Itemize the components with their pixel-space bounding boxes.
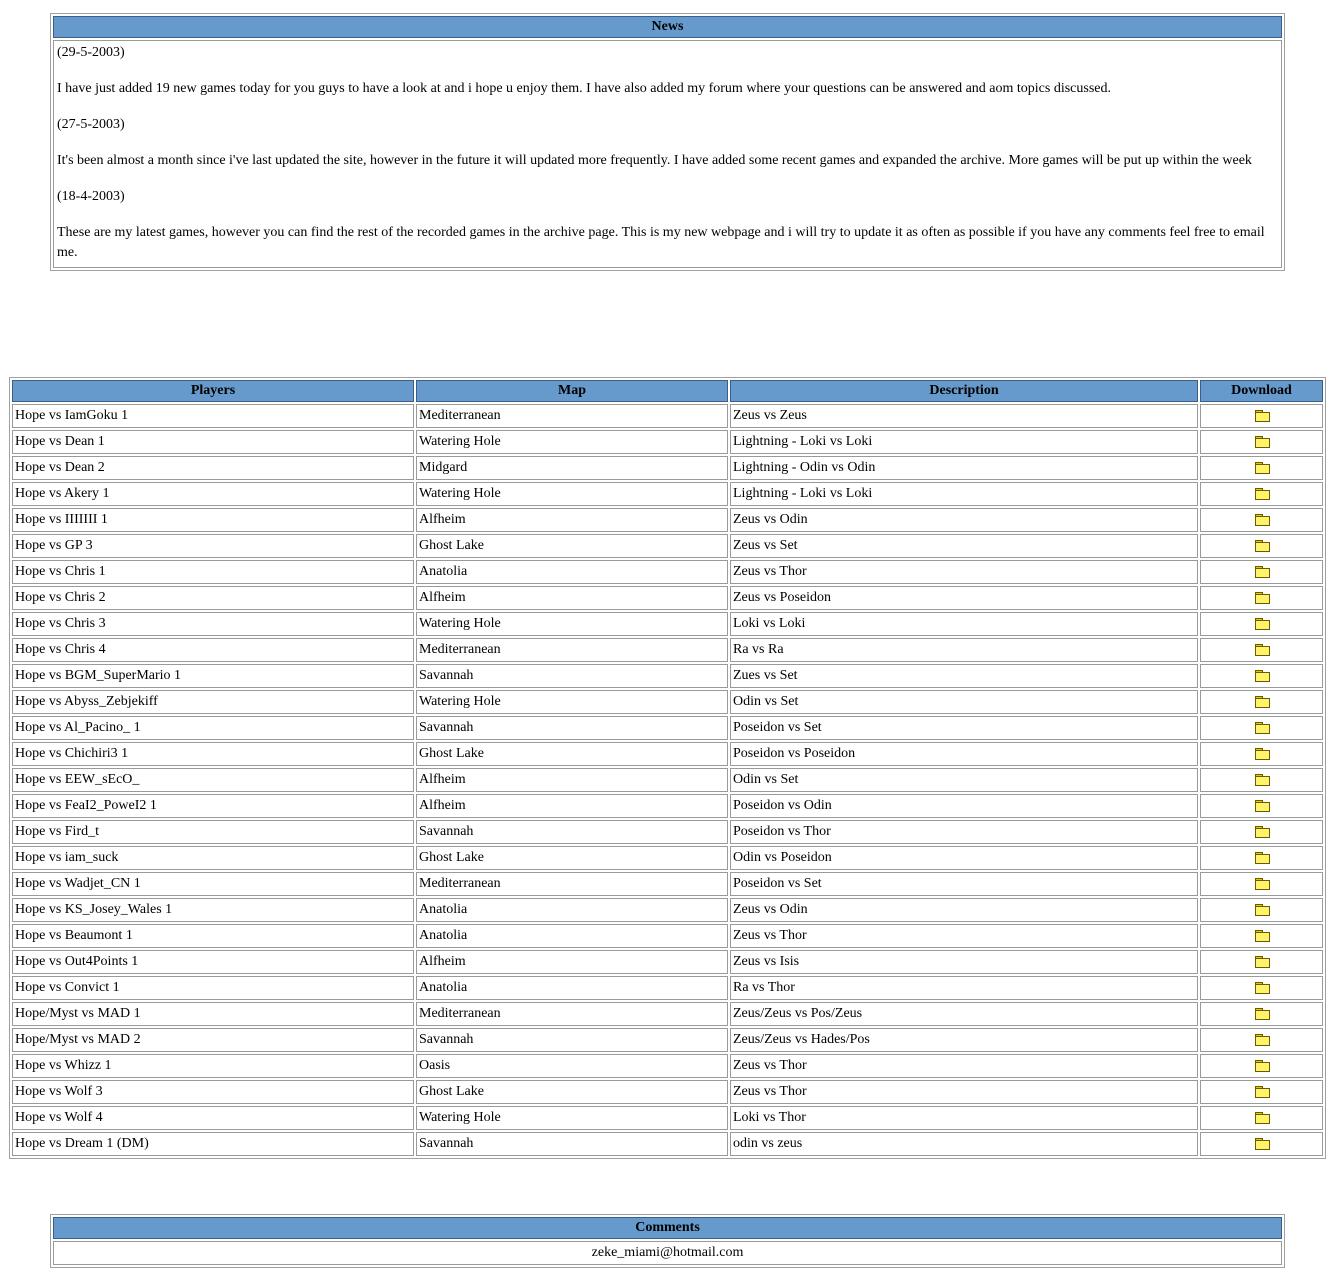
download-cell bbox=[1200, 950, 1323, 974]
map-cell: Oasis bbox=[416, 1054, 728, 1078]
description-cell: Lightning - Loki vs Loki bbox=[730, 482, 1198, 506]
description-cell: Zeus/Zeus vs Pos/Zeus bbox=[730, 1002, 1198, 1026]
description-cell: Odin vs Set bbox=[730, 768, 1198, 792]
table-row bbox=[12, 898, 1323, 922]
players-cell: Hope/Myst vs MAD 2 bbox=[12, 1028, 414, 1052]
map-cell: Ghost Lake bbox=[416, 1080, 728, 1104]
players-cell: Hope vs Chris 1 bbox=[12, 560, 414, 584]
download-cell bbox=[1200, 690, 1323, 714]
news-table bbox=[50, 13, 1285, 271]
table-row bbox=[12, 1028, 1323, 1052]
table-row bbox=[12, 664, 1323, 688]
folder-icon[interactable] bbox=[1255, 1008, 1269, 1019]
description-cell: Zeus vs Odin bbox=[730, 898, 1198, 922]
players-cell: Hope vs Beaumont 1 bbox=[12, 924, 414, 948]
map-cell: Mediterranean bbox=[416, 872, 728, 896]
map-cell: Ghost Lake bbox=[416, 742, 728, 766]
folder-icon[interactable] bbox=[1255, 410, 1269, 421]
players-cell: Hope vs Wadjet_CN 1 bbox=[12, 872, 414, 896]
players-cell: Hope vs IamGoku 1 bbox=[12, 404, 414, 428]
map-cell: Anatolia bbox=[416, 898, 728, 922]
players-cell: Hope vs FeaI2_PoweI2 1 bbox=[12, 794, 414, 818]
table-row bbox=[12, 924, 1323, 948]
download-cell bbox=[1200, 482, 1323, 506]
download-cell bbox=[1200, 1054, 1323, 1078]
folder-icon[interactable] bbox=[1255, 1034, 1269, 1045]
map-cell: Ghost Lake bbox=[416, 534, 728, 558]
players-cell: Hope vs Abyss_Zebjekiff bbox=[12, 690, 414, 714]
folder-icon[interactable] bbox=[1255, 436, 1269, 447]
map-cell: Ghost Lake bbox=[416, 846, 728, 870]
description-cell: Poseidon vs Poseidon bbox=[730, 742, 1198, 766]
table-row bbox=[12, 794, 1323, 818]
download-cell bbox=[1200, 846, 1323, 870]
players-cell: Hope vs Chris 4 bbox=[12, 638, 414, 662]
map-cell: Alfheim bbox=[416, 508, 728, 532]
map-cell: Watering Hole bbox=[416, 430, 728, 454]
folder-icon[interactable] bbox=[1255, 774, 1269, 785]
map-cell: Watering Hole bbox=[416, 482, 728, 506]
players-cell: Hope vs Convict 1 bbox=[12, 976, 414, 1000]
description-cell: Poseidon vs Set bbox=[730, 872, 1198, 896]
folder-icon[interactable] bbox=[1255, 462, 1269, 473]
table-row bbox=[12, 820, 1323, 844]
download-cell bbox=[1200, 560, 1323, 584]
folder-icon[interactable] bbox=[1255, 982, 1269, 993]
map-cell: Watering Hole bbox=[416, 612, 728, 636]
players-cell: Hope vs IIIIIII 1 bbox=[12, 508, 414, 532]
description-cell: Zeus vs Isis bbox=[730, 950, 1198, 974]
folder-icon[interactable] bbox=[1255, 1112, 1269, 1123]
folder-icon[interactable] bbox=[1255, 956, 1269, 967]
comments-table bbox=[50, 1214, 1285, 1268]
description-cell: Ra vs Ra bbox=[730, 638, 1198, 662]
description-cell: Zeus vs Thor bbox=[730, 924, 1198, 948]
players-cell: Hope vs BGM_SuperMario 1 bbox=[12, 664, 414, 688]
download-cell bbox=[1200, 1002, 1323, 1026]
folder-icon[interactable] bbox=[1255, 826, 1269, 837]
table-row bbox=[12, 534, 1323, 558]
table-row bbox=[12, 1132, 1323, 1156]
description-cell: Zeus vs Thor bbox=[730, 1054, 1198, 1078]
download-cell bbox=[1200, 1106, 1323, 1130]
download-cell bbox=[1200, 768, 1323, 792]
news-date: (18-4-2003) bbox=[57, 189, 125, 204]
map-cell: Anatolia bbox=[416, 924, 728, 948]
download-cell bbox=[1200, 742, 1323, 766]
description-cell: Zeus vs Set bbox=[730, 534, 1198, 558]
folder-icon[interactable] bbox=[1255, 696, 1269, 707]
description-cell: Zeus vs Zeus bbox=[730, 404, 1198, 428]
table-row bbox=[12, 846, 1323, 870]
folder-icon[interactable] bbox=[1255, 670, 1269, 681]
description-cell: Loki vs Thor bbox=[730, 1106, 1198, 1130]
table-row bbox=[12, 430, 1323, 454]
table-row bbox=[12, 560, 1323, 584]
column-header-description: Description bbox=[730, 380, 1198, 402]
description-cell: Lightning - Odin vs Odin bbox=[730, 456, 1198, 480]
comments-header: Comments bbox=[53, 1217, 1282, 1239]
download-cell bbox=[1200, 508, 1323, 532]
folder-icon[interactable] bbox=[1255, 566, 1269, 577]
players-cell: Hope vs Chris 3 bbox=[12, 612, 414, 636]
players-cell: Hope vs Al_Pacino_ 1 bbox=[12, 716, 414, 740]
players-cell: Hope vs Dean 2 bbox=[12, 456, 414, 480]
description-cell: Lightning - Loki vs Loki bbox=[730, 430, 1198, 454]
table-row bbox=[12, 872, 1323, 896]
table-row bbox=[12, 1106, 1323, 1130]
news-text: I have just added 19 new games today for you guys to have a look at and i hope u enjoy them. I have also added my forum where your questions can be answered and aom topics discussed. bbox=[57, 81, 1111, 96]
folder-icon[interactable] bbox=[1255, 540, 1269, 551]
news-date: (29-5-2003) bbox=[57, 45, 125, 60]
description-cell: odin vs zeus bbox=[730, 1132, 1198, 1156]
description-cell: Zeus vs Poseidon bbox=[730, 586, 1198, 610]
players-cell: Hope vs EEW_sEcO_ bbox=[12, 768, 414, 792]
download-cell bbox=[1200, 1080, 1323, 1104]
map-cell: Savannah bbox=[416, 716, 728, 740]
table-row bbox=[12, 456, 1323, 480]
download-cell bbox=[1200, 1028, 1323, 1052]
table-row bbox=[12, 404, 1323, 428]
folder-icon[interactable] bbox=[1255, 748, 1269, 759]
map-cell: Watering Hole bbox=[416, 690, 728, 714]
folder-icon[interactable] bbox=[1255, 1060, 1269, 1071]
description-cell: Zeus vs Thor bbox=[730, 560, 1198, 584]
map-cell: Alfheim bbox=[416, 794, 728, 818]
map-cell: Mediterranean bbox=[416, 404, 728, 428]
folder-icon[interactable] bbox=[1255, 488, 1269, 499]
players-cell: Hope vs Dream 1 (DM) bbox=[12, 1132, 414, 1156]
folder-icon[interactable] bbox=[1255, 592, 1269, 603]
players-cell: Hope vs Chris 2 bbox=[12, 586, 414, 610]
download-cell bbox=[1200, 1132, 1323, 1156]
players-cell: Hope vs Wolf 4 bbox=[12, 1106, 414, 1130]
folder-icon[interactable] bbox=[1255, 722, 1269, 733]
games-table bbox=[9, 377, 1326, 1159]
folder-icon[interactable] bbox=[1255, 514, 1269, 525]
description-cell: Zeus/Zeus vs Hades/Pos bbox=[730, 1028, 1198, 1052]
table-row bbox=[12, 508, 1323, 532]
folder-icon[interactable] bbox=[1255, 1138, 1269, 1149]
table-row bbox=[12, 742, 1323, 766]
table-row bbox=[12, 768, 1323, 792]
players-cell: Hope vs Dean 1 bbox=[12, 430, 414, 454]
folder-icon[interactable] bbox=[1255, 904, 1269, 915]
description-cell: Ra vs Thor bbox=[730, 976, 1198, 1000]
table-row bbox=[12, 612, 1323, 636]
news-date: (27-5-2003) bbox=[57, 117, 125, 132]
column-header-download: Download bbox=[1200, 380, 1323, 402]
table-row bbox=[12, 950, 1323, 974]
download-cell bbox=[1200, 664, 1323, 688]
download-cell bbox=[1200, 638, 1323, 662]
map-cell: Savannah bbox=[416, 820, 728, 844]
download-cell bbox=[1200, 430, 1323, 454]
table-row bbox=[12, 1002, 1323, 1026]
map-cell: Alfheim bbox=[416, 768, 728, 792]
folder-icon[interactable] bbox=[1255, 618, 1269, 629]
folder-icon[interactable] bbox=[1255, 930, 1269, 941]
players-cell: Hope vs Chichiri3 1 bbox=[12, 742, 414, 766]
description-cell: Zeus vs Odin bbox=[730, 508, 1198, 532]
players-cell: Hope vs GP 3 bbox=[12, 534, 414, 558]
description-cell: Loki vs Loki bbox=[730, 612, 1198, 636]
download-cell bbox=[1200, 716, 1323, 740]
folder-icon[interactable] bbox=[1255, 1086, 1269, 1097]
players-cell: Hope vs KS_Josey_Wales 1 bbox=[12, 898, 414, 922]
table-row bbox=[12, 690, 1323, 714]
download-cell bbox=[1200, 794, 1323, 818]
news-body bbox=[53, 40, 1282, 268]
download-cell bbox=[1200, 820, 1323, 844]
comments-email-link[interactable]: zeke_miami@hotmail.com bbox=[53, 1241, 1282, 1265]
table-row bbox=[12, 586, 1323, 610]
map-cell: Anatolia bbox=[416, 976, 728, 1000]
folder-icon[interactable] bbox=[1255, 852, 1269, 863]
players-cell: Hope vs Whizz 1 bbox=[12, 1054, 414, 1078]
map-cell: Savannah bbox=[416, 664, 728, 688]
map-cell: Alfheim bbox=[416, 586, 728, 610]
folder-icon[interactable] bbox=[1255, 644, 1269, 655]
table-row bbox=[12, 1054, 1323, 1078]
download-cell bbox=[1200, 456, 1323, 480]
map-cell: Savannah bbox=[416, 1132, 728, 1156]
games-table-body bbox=[12, 404, 1323, 1156]
players-cell: Hope vs iam_suck bbox=[12, 846, 414, 870]
column-header-map: Map bbox=[416, 380, 728, 402]
description-cell: Odin vs Poseidon bbox=[730, 846, 1198, 870]
download-cell bbox=[1200, 586, 1323, 610]
description-cell: Zeus vs Thor bbox=[730, 1080, 1198, 1104]
download-cell bbox=[1200, 612, 1323, 636]
column-header-players: Players bbox=[12, 380, 414, 402]
map-cell: Alfheim bbox=[416, 950, 728, 974]
table-row bbox=[12, 716, 1323, 740]
description-cell: Zues vs Set bbox=[730, 664, 1198, 688]
download-cell bbox=[1200, 898, 1323, 922]
table-row bbox=[12, 638, 1323, 662]
map-cell: Anatolia bbox=[416, 560, 728, 584]
table-row bbox=[12, 1080, 1323, 1104]
table-row bbox=[12, 976, 1323, 1000]
description-cell: Poseidon vs Odin bbox=[730, 794, 1198, 818]
map-cell: Mediterranean bbox=[416, 638, 728, 662]
map-cell: Midgard bbox=[416, 456, 728, 480]
players-cell: Hope vs Out4Points 1 bbox=[12, 950, 414, 974]
download-cell bbox=[1200, 872, 1323, 896]
download-cell bbox=[1200, 924, 1323, 948]
description-cell: Poseidon vs Thor bbox=[730, 820, 1198, 844]
description-cell: Odin vs Set bbox=[730, 690, 1198, 714]
map-cell: Mediterranean bbox=[416, 1002, 728, 1026]
news-text: These are my latest games, however you can find the rest of the recorded games in the archive page. This is my new webpage and i will try to update it as often as possible if you have any comments feel free to email me. bbox=[57, 225, 1265, 260]
map-cell: Savannah bbox=[416, 1028, 728, 1052]
download-cell bbox=[1200, 976, 1323, 1000]
news-text: It's been almost a month since i've last updated the site, however in the future it will updated more frequently. I have added some recent games and expanded the archive. More games will be put up within the week bbox=[57, 153, 1252, 168]
table-row bbox=[12, 482, 1323, 506]
players-cell: Hope vs Akery 1 bbox=[12, 482, 414, 506]
map-cell: Watering Hole bbox=[416, 1106, 728, 1130]
folder-icon[interactable] bbox=[1255, 878, 1269, 889]
players-cell: Hope/Myst vs MAD 1 bbox=[12, 1002, 414, 1026]
players-cell: Hope vs Fird_t bbox=[12, 820, 414, 844]
news-header: News bbox=[53, 16, 1282, 38]
download-cell bbox=[1200, 404, 1323, 428]
folder-icon[interactable] bbox=[1255, 800, 1269, 811]
description-cell: Poseidon vs Set bbox=[730, 716, 1198, 740]
players-cell: Hope vs Wolf 3 bbox=[12, 1080, 414, 1104]
download-cell bbox=[1200, 534, 1323, 558]
